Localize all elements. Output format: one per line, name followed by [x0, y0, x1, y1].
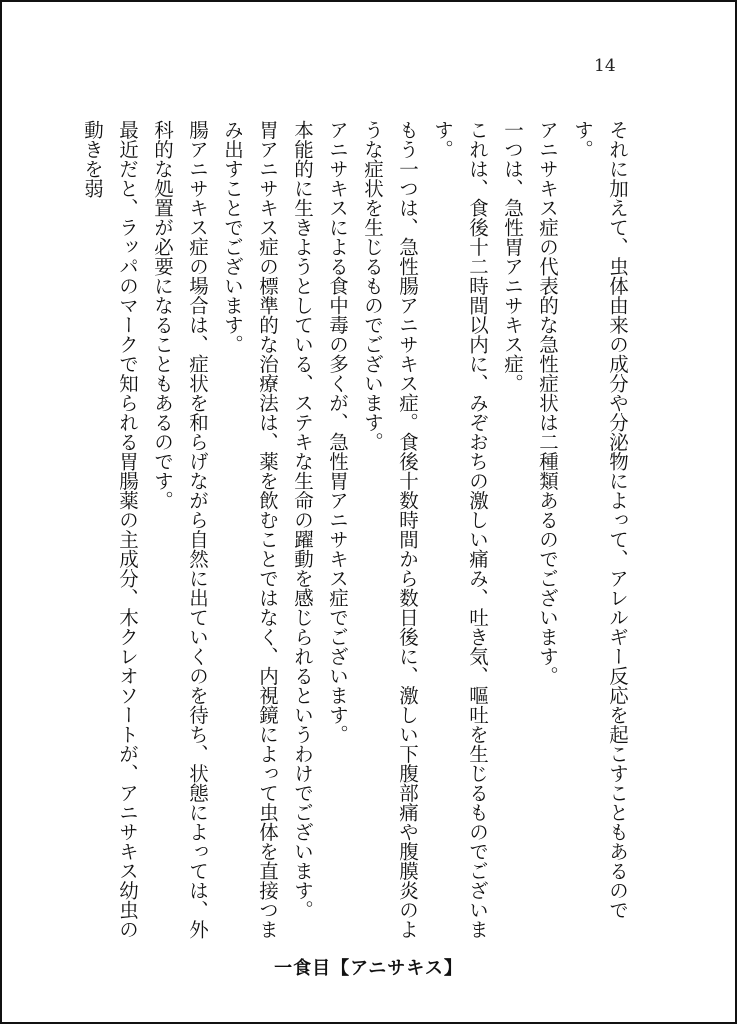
chapter-footer-title: 一食目【アニサキス】 — [274, 958, 463, 979]
paragraph: 一つは、急性胃アニサキス症。 — [501, 120, 524, 393]
paragraph: 本能的に生きようとしている、ステキな生命の躍動を感じられるというわけでございます。 — [291, 120, 314, 920]
paragraph: 胃アニサキス症の標準的な治療法は、薬を飲むことではなく、内視鏡によって虫体を直接つまみ出すことでございます。 — [221, 120, 279, 939]
page-number: 14 — [594, 56, 616, 76]
paragraph: もう一つは、急性腸アニサキス症。食後十数時間から数日後に、激しい下腹部痛や腹膜炎のような症状を生じるものでございます。 — [361, 120, 419, 939]
paragraph: アニサキス症の代表的な急性症状は二種類あるのでございます。 — [536, 120, 559, 686]
paragraph: 最近だと、ラッパのマークで知られる胃腸薬の主成分、木クレオソートが、アニサキス幼虫の動きを弱 — [81, 120, 139, 939]
paragraph: これは、食後十二時間以内に、みぞおちの激しい痛み、吐き気、嘔吐を生じるものでございます。 — [431, 120, 489, 939]
paragraph: それに加えて、虫体由来の成分や分泌物によって、アレルギー反応を起こすこともあるのです。 — [571, 120, 629, 920]
body-text — [75, 120, 635, 940]
paragraph: アニサキスによる食中毒の多くが、急性胃アニサキス症でございます。 — [326, 120, 349, 744]
paragraph: 腸アニサキス症の場合は、症状を和らげながら自然に出ていくのを待ち、状態によっては、外科的な処置が必要になることもあるのです。 — [151, 120, 209, 939]
